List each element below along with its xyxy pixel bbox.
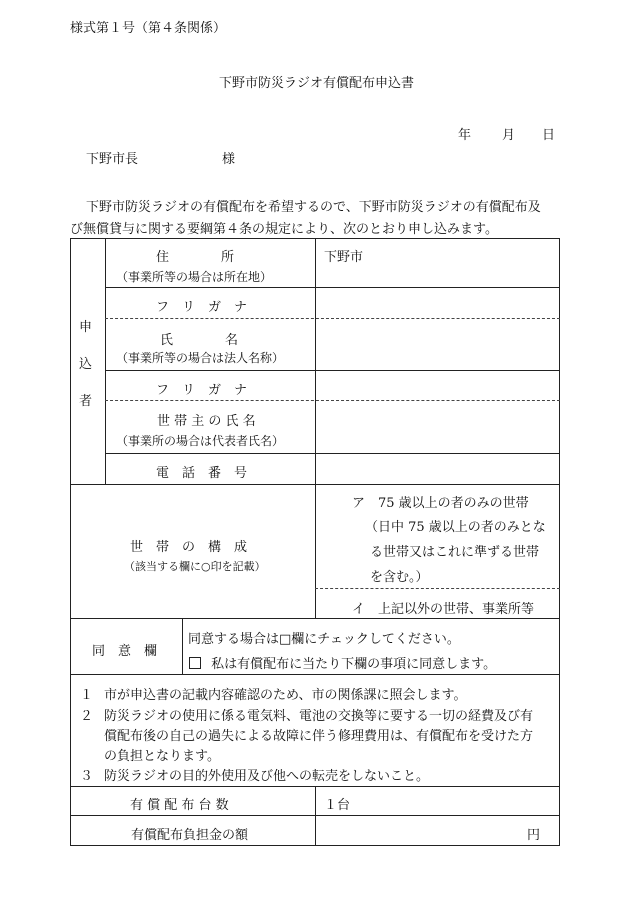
furigana-label-2: フ リ ガ ナ [156, 383, 248, 398]
date-day: 日 [542, 128, 556, 143]
address-field[interactable]: 下野市 [324, 250, 364, 265]
household-head-sublabel: （事業所の場合は代表者氏名） [116, 434, 285, 448]
applicant-label-1: 申 [79, 320, 93, 335]
option-a-line-1[interactable]: ア 75 歳以上の者のみの世帯 [352, 496, 529, 511]
date-year: 年 [458, 128, 472, 143]
term-2-line-1: 防災ラジオの使用に係る電気料、電池の交換等に要する一切の経費及び有 [104, 709, 534, 724]
furigana-label-1: フ リ ガ ナ [156, 300, 248, 315]
consent-label: 同 意 欄 [92, 644, 158, 659]
option-a-line-4: を含む。） [370, 570, 429, 585]
name-sublabel: （事業所等の場合は法人名称） [116, 351, 285, 365]
household-head-field[interactable] [316, 401, 559, 453]
fee-unit: 円 [527, 828, 541, 843]
household-label: 世 帯 の 構 成 [130, 540, 248, 555]
term-1-number: １ [80, 688, 94, 703]
applicant-label-2: 込 [79, 357, 93, 372]
intro-line-1: 下野市防災ラジオの有償配布を希望するので、下野市防災ラジオの有償配布及 [86, 200, 541, 215]
term-3-text: 防災ラジオの目的外使用及び他への転売をしないこと。 [104, 769, 430, 784]
term-3-number: ３ [80, 769, 94, 784]
furigana-field-1[interactable] [316, 288, 559, 318]
household-sublabel: （該当する欄に○印を記載） [124, 560, 266, 573]
addressee-name: 下野市長 [86, 152, 139, 167]
count-value: １台 [324, 798, 351, 813]
applicant-label-3: 者 [79, 394, 93, 409]
term-2-line-3: の負担となります。 [104, 749, 220, 764]
consent-instruction: 同意する場合は□欄にチェックしてください。 [188, 632, 460, 647]
addressee-honorific: 様 [222, 152, 236, 167]
fee-field[interactable] [316, 816, 516, 845]
date-month: 月 [502, 128, 516, 143]
consent-checkbox[interactable] [189, 657, 201, 669]
page-title: 下野市防災ラジオ有償配布申込書 [219, 76, 415, 91]
furigana-field-2[interactable] [316, 371, 559, 400]
phone-field[interactable] [316, 454, 559, 484]
household-head-label: 世 帯 主 の 氏 名 [157, 414, 256, 429]
phone-label: 電 話 番 号 [156, 466, 248, 481]
term-2-number: ２ [80, 709, 94, 724]
form-number: 様式第１号（第４条関係） [70, 21, 227, 36]
option-a-line-2: （日中 75 歳以上の者のみとな [365, 520, 546, 535]
count-label: 有 償 配 布 台 数 [130, 798, 229, 813]
term-1-text: 市が申込書の記載内容確認のため、市の関係課に照会します。 [104, 688, 467, 703]
name-label: 氏 名 [160, 333, 239, 348]
consent-agree-row[interactable] [188, 653, 496, 672]
option-a-line-3: る世帯又はこれに準ずる世帯 [370, 545, 540, 560]
intro-line-2: び無償貸与に関する要綱第４条の規定により、次のとおり申し込みます。 [70, 222, 498, 237]
option-b[interactable]: イ 上記以外の世帯、事業所等 [352, 602, 535, 617]
name-field[interactable] [316, 319, 559, 370]
term-2-line-2: 償配布後の自己の過失による故障に伴う修理費用は、有償配布を受けた方 [104, 729, 534, 744]
address-label: 住 所 [156, 250, 235, 265]
fee-label: 有償配布負担金の額 [131, 828, 249, 843]
consent-agree-text: 私は有償配布に当たり下欄の事項に同意します。 [211, 657, 497, 672]
address-sublabel: （事業所等の場合は所在地） [116, 270, 273, 284]
